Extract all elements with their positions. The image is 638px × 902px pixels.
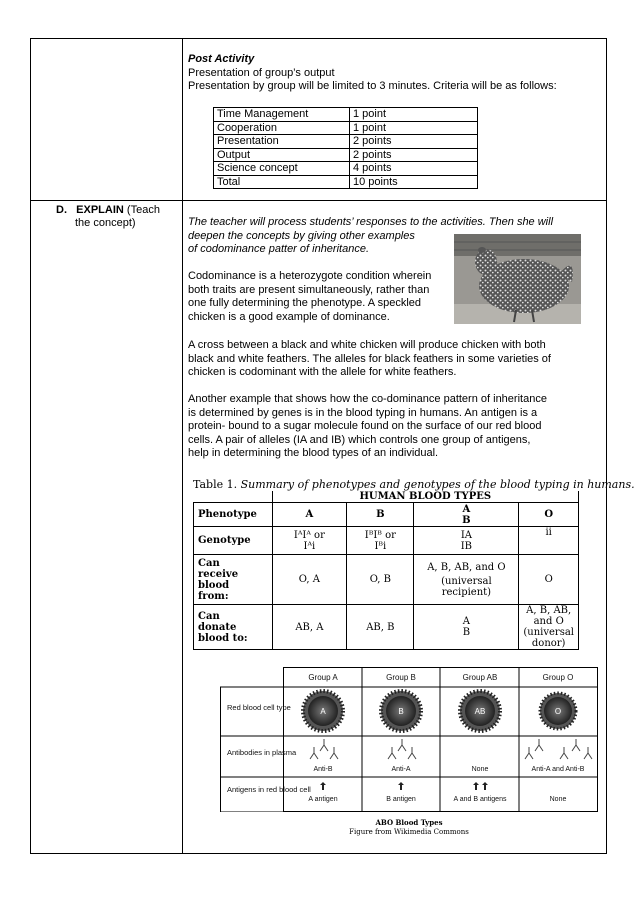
antibody-label: None: [471, 766, 489, 773]
text-line: A cross between a black and white chicken will produce chicken with both: [188, 339, 546, 351]
row-label-antibodies: [227, 748, 297, 757]
antigen-label: A and B antigens: [453, 796, 507, 803]
antigen-icons: [320, 782, 488, 790]
table-row: [214, 121, 478, 135]
row-label-text: Red blood cell type: [227, 703, 291, 712]
rbc-letter: AB: [474, 707, 486, 716]
antibody-label: Anti-A and Anti-B: [531, 766, 585, 773]
cell-line: blood: [198, 579, 230, 591]
section-label-rest: (Teach: [123, 204, 160, 216]
cell-line: Can: [198, 557, 220, 569]
post-activity-title: Post Activity: [188, 53, 255, 65]
table-title-prefix: Table 1.: [193, 478, 241, 491]
antigen-label: A antigen: [308, 796, 338, 803]
cell-line: (universal donor): [523, 627, 574, 649]
cell-line: from:: [198, 590, 229, 602]
cell-line: Iᴬi: [303, 540, 316, 552]
section-label-bold: EXPLAIN: [76, 204, 124, 216]
rbc-group-ab: [460, 691, 500, 731]
blood-typing-paragraph: [188, 393, 602, 461]
text-line: is determined by genes is in the blood typing in humans. An antigen is a: [188, 406, 538, 419]
criteria-name: Presentation: [214, 135, 350, 149]
text-line: Another example that shows how the co-dominance pattern of inheritance: [188, 393, 547, 405]
cell: O, B: [347, 555, 414, 605]
table-row: [194, 555, 579, 605]
criteria-points: 10 points: [350, 175, 478, 189]
text-line: both traits are present simultaneously, rather than: [188, 283, 430, 296]
cell: [414, 555, 519, 605]
cell-line: IᴬIᴬ or: [293, 529, 325, 541]
cell-line: (universal recipient): [441, 575, 492, 598]
col-header-ab-a: A: [462, 503, 471, 515]
col-header-o: O: [519, 503, 579, 527]
text-line: black and white feathers. The alleles for black feathers in some varieties of: [188, 352, 551, 365]
col-header-ab-b: B: [462, 514, 471, 526]
cell: AB, A: [272, 605, 347, 650]
row-label-text: Antigens in red blood cell: [227, 785, 311, 794]
antigen-label: None: [549, 796, 567, 803]
row-label-text: Antibodies in plasma: [227, 748, 297, 757]
blood-types-table: [193, 491, 579, 650]
cell: AB, B: [347, 605, 414, 650]
group-o-label: Group O: [542, 673, 574, 682]
cell-line: A, B, AB, and O: [427, 561, 506, 573]
row-divider: [30, 200, 607, 201]
table-header: HUMAN BLOOD TYPES: [272, 491, 579, 503]
col-header-b: B: [347, 503, 414, 527]
row-label-antigens: [227, 785, 311, 794]
rbc-group-o: [540, 693, 576, 729]
text-line: one fully determining the phenotype. A speckled: [188, 297, 421, 309]
rbc-letter: O: [554, 707, 562, 716]
cell: [414, 605, 519, 650]
text-line: cells. A pair of alleles (IA and IB) which controls one group of antigens,: [188, 433, 531, 446]
section-letter: D.: [56, 204, 67, 216]
criteria-table: [213, 107, 478, 189]
cell-line: Can: [198, 610, 220, 622]
criteria-points: 1 point: [350, 121, 478, 135]
cell-line: IB: [460, 540, 473, 552]
row-label-genotype: Genotype: [194, 527, 273, 555]
cell: O, A: [272, 555, 347, 605]
cell: [272, 527, 347, 555]
speckled-chicken-photo: [454, 234, 581, 324]
rbc-group-a: [303, 691, 343, 731]
text-line: chicken is a good example of dominance.: [188, 310, 390, 323]
column-divider: [182, 38, 183, 854]
antigen-label: B antigen: [386, 796, 416, 803]
cell-line: IᴮIᴮ or: [364, 529, 396, 541]
cell: O: [519, 555, 579, 605]
table-row: [214, 148, 478, 162]
criteria-points: 4 points: [350, 162, 478, 176]
cell-line: B: [462, 627, 471, 638]
criteria-name: Cooperation: [214, 121, 350, 135]
text-line: Codominance is a heterozygote condition wherein: [188, 270, 432, 282]
post-activity-line1: Presentation of group’s output: [188, 66, 335, 79]
group-ab-label: Group AB: [462, 673, 498, 682]
text-line: protein- bound to a sugar molecule found on the surface of our red blood: [188, 420, 542, 432]
section-label: [56, 204, 160, 230]
cell: [519, 605, 579, 650]
table-row: [214, 135, 478, 149]
group-b-label: Group B: [386, 673, 416, 682]
table-row: [214, 108, 478, 122]
table-row: [214, 162, 478, 176]
criteria-name: Time Management: [214, 108, 350, 122]
cell: [347, 527, 414, 555]
text-line: deepen the concepts by giving other examples: [188, 229, 415, 242]
cell-line: blood to:: [198, 632, 248, 644]
criteria-name: Science concept: [214, 162, 350, 176]
abo-diagram: [220, 667, 598, 812]
post-activity-line2: Presentation by group will be limited to 3 minutes. Criteria will be as follows:: [188, 80, 557, 92]
col-header-ab: [414, 503, 519, 527]
cell-line: receive: [198, 568, 239, 580]
antibody-label: Anti-B: [313, 766, 333, 773]
diagram-caption: ABO Blood Types: [375, 818, 443, 827]
criteria-name: Output: [214, 148, 350, 162]
criteria-points: 1 point: [350, 108, 478, 122]
text-line: of codominance patter of inheritance.: [188, 243, 370, 255]
table-title-italic: Summary of phenotypes and genotypes of the blood typing in humans.: [240, 478, 635, 491]
rbc-group-b: [381, 691, 421, 731]
cell: ii: [519, 527, 579, 555]
col-header-phenotype: Phenotype: [194, 503, 273, 527]
cell-line: Iᴮi: [374, 540, 387, 552]
col-header-a: A: [272, 503, 347, 527]
antibody-icons: [310, 739, 592, 759]
row-label-donate: [194, 605, 273, 650]
criteria-points: 2 points: [350, 135, 478, 149]
table-row: [214, 175, 478, 189]
row-label-receive: [194, 555, 273, 605]
criteria-name: Total: [214, 175, 350, 189]
cross-paragraph: [188, 339, 602, 380]
rbc-letter: B: [398, 707, 404, 716]
antibody-label: Anti-A: [391, 766, 411, 773]
cell: [414, 527, 519, 555]
text-line: help in determining the blood types of an individual.: [188, 447, 439, 459]
cell-line: A, B, AB, and O: [526, 605, 572, 627]
diagram-credit: Figure from Wikimedia Commons: [349, 828, 469, 836]
cell-line: donate: [198, 621, 237, 633]
rbc-letter: A: [320, 707, 326, 716]
section-label-line2: the concept): [75, 217, 136, 229]
table-row: [194, 527, 579, 555]
table-row: [194, 605, 579, 650]
cell-line: IA: [460, 529, 472, 541]
criteria-points: 2 points: [350, 148, 478, 162]
post-activity: [188, 53, 602, 94]
row-label-rbc: [227, 703, 291, 712]
cell-line: A: [462, 616, 471, 627]
blood-table-title: [193, 478, 635, 491]
text-line: The teacher will process students’ responses to the activities. Then she will: [188, 216, 554, 228]
group-a-label: Group A: [308, 673, 338, 682]
text-line: chicken is codominant with the allele for white feathers.: [188, 366, 457, 378]
